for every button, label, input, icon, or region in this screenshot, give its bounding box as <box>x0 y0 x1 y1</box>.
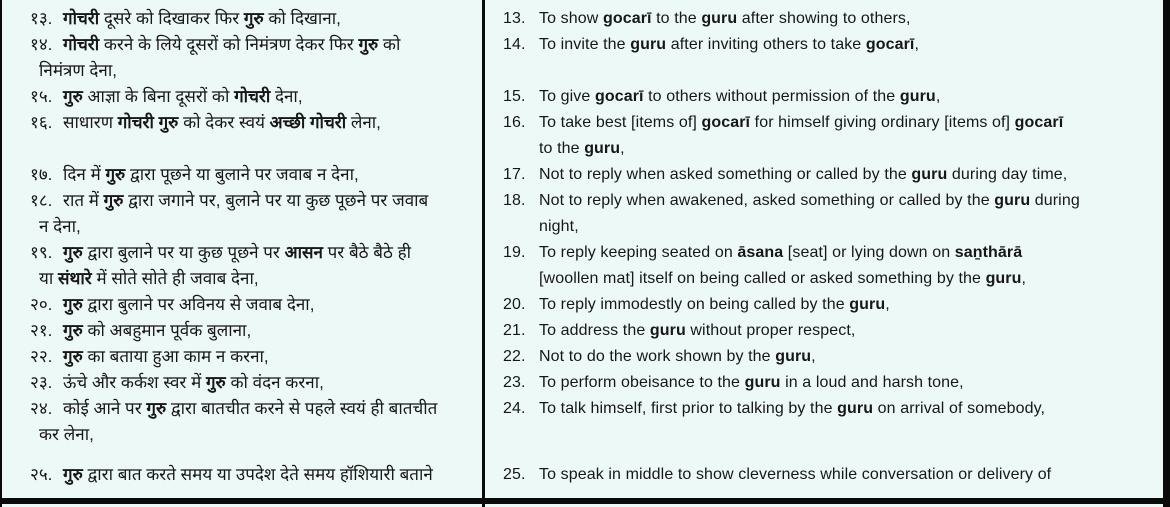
list-item-22-en <box>503 344 1161 370</box>
emphasized-term: gocarī <box>594 88 644 105</box>
list-item-25-en <box>503 462 1161 488</box>
item-number: 18. <box>503 192 526 209</box>
emphasized-term: गुरु <box>103 191 124 210</box>
emphasized-term: गोचरी <box>309 113 347 132</box>
item-first-line <box>30 396 480 422</box>
right-edge-band <box>1163 0 1170 507</box>
english-column <box>503 6 1161 488</box>
item-first-line <box>30 344 480 370</box>
item-first-line <box>503 370 1161 396</box>
item-continuation-line <box>539 214 1161 240</box>
item-text: द्वारा बुलाने पर या कुछ पूछने पर <box>82 243 285 262</box>
item-number: २१. <box>30 321 53 340</box>
item-text: to the <box>651 10 702 27</box>
item-number: १६. <box>30 113 53 132</box>
item-text: आज्ञा के बिना दूसरों को <box>82 87 235 106</box>
item-text: द्वारा पूछने या बुलाने पर जवाब न देना, <box>125 165 359 184</box>
item-first-line <box>30 84 480 110</box>
item-text: , <box>935 88 941 105</box>
item-text: दूसरे को दिखाकर फिर <box>99 9 244 28</box>
item-first-line <box>503 240 1161 266</box>
emphasized-term: गुरु <box>205 373 226 392</box>
item-text: To speak in middle to show cleverness while conversation or delivery of <box>539 466 1052 483</box>
item-text: to the <box>539 140 585 157</box>
item-text: को अबहुमान पूर्वक बुलाना, <box>82 321 252 340</box>
item-text: रात में <box>63 191 104 210</box>
item-continuation-line <box>39 266 480 292</box>
item-text: on arrival of somebody, <box>873 400 1046 417</box>
emphasized-term: guru <box>911 166 948 183</box>
emphasized-term: guru <box>775 348 812 365</box>
item-text: न देना, <box>39 217 81 236</box>
item-number: २५. <box>30 465 53 484</box>
emphasized-term: guru <box>649 322 686 339</box>
list-item-23-en <box>503 370 1161 396</box>
item-text: लेना, <box>346 113 381 132</box>
item-text: Not to reply when asked something or called by the <box>539 166 912 183</box>
emphasized-term: गुरु <box>358 35 379 54</box>
list-item-23-hi <box>30 370 480 396</box>
emphasized-term: guru <box>849 296 886 313</box>
emphasized-term: gocarī <box>602 10 652 27</box>
list-item-24-hi <box>30 396 480 448</box>
item-continuation-line <box>539 136 1161 162</box>
item-text: ऊंचे और कर्कश स्वर में <box>63 373 206 392</box>
item-first-line <box>503 318 1161 344</box>
item-text: को वंदन करना, <box>225 373 324 392</box>
item-text: कर लेना, <box>39 425 94 444</box>
list-item-16-en <box>503 110 1161 162</box>
list-item-21-en <box>503 318 1161 344</box>
emphasized-term: गुरु <box>63 321 83 340</box>
item-continuation-line <box>39 422 480 448</box>
list-item-15-en <box>503 84 1161 110</box>
item-text: को देकर स्वयं <box>178 113 270 132</box>
list-item-13-hi <box>30 6 480 32</box>
emphasized-term: गोचरी <box>63 35 100 54</box>
item-first-line <box>30 370 480 396</box>
emphasized-term: गुरु <box>105 165 126 184</box>
item-text: , <box>914 36 920 53</box>
item-text: To give <box>539 88 595 105</box>
item-text: To talk himself, first prior to talking by the <box>539 400 838 417</box>
list-item-18-hi <box>30 188 480 240</box>
item-number: २०. <box>30 295 53 314</box>
item-first-line <box>30 6 480 32</box>
list-item-18-en <box>503 188 1161 240</box>
emphasized-term: gocarī <box>701 114 751 131</box>
emphasized-term: āsana <box>737 244 784 261</box>
list-item-17-en <box>503 162 1161 188</box>
item-number: 16. <box>503 114 526 131</box>
emphasized-term: गुरु <box>243 9 264 28</box>
emphasized-term: अच्छी <box>269 113 306 132</box>
item-first-line <box>503 6 1161 32</box>
item-text: to others without permission of the <box>643 88 900 105</box>
item-first-line <box>30 318 480 344</box>
item-number: 19. <box>503 244 526 261</box>
item-text: during <box>1030 192 1080 209</box>
item-first-line <box>30 462 480 488</box>
item-text: , <box>885 296 890 313</box>
list-item-22-hi <box>30 344 480 370</box>
item-first-line <box>503 84 1161 110</box>
list-item-24-en <box>503 396 1161 448</box>
item-text: को दिखाना, <box>263 9 341 28</box>
item-text: दिन में <box>63 165 106 184</box>
item-text: To take best [items of] <box>539 114 702 131</box>
item-text: द्वारा बुलाने पर अविनय से जवाब देना, <box>82 295 315 314</box>
item-text: Not to reply when awakened, asked something or called by the <box>539 192 995 209</box>
emphasized-term: गुरु <box>63 243 83 262</box>
item-text: द्वारा जगाने पर, बुलाने पर या कुछ पूछने पर जवाब <box>123 191 429 210</box>
item-first-line <box>503 32 1161 58</box>
list-item-14-en <box>503 32 1161 84</box>
item-first-line <box>503 292 1161 318</box>
item-number: २४. <box>30 399 53 418</box>
item-text: निमंत्रण देना, <box>39 61 117 80</box>
item-first-line <box>30 240 480 266</box>
list-item-17-hi <box>30 162 480 188</box>
emphasized-term: आसन <box>284 243 323 262</box>
item-text: To perform obeisance to the <box>539 374 745 391</box>
item-number: १९. <box>30 243 53 262</box>
item-first-line <box>30 32 480 58</box>
item-text: in a loud and harsh tone, <box>780 374 964 391</box>
item-number: 21. <box>503 322 526 339</box>
item-text: द्वारा बात करते समय या उपदेश देते समय हॉशियारी बताने <box>82 465 433 484</box>
emphasized-term: गुरु <box>63 465 83 484</box>
left-edge-line <box>0 0 2 507</box>
item-text: को <box>378 35 401 54</box>
item-first-line <box>30 162 480 188</box>
emphasized-term: गोचरी <box>63 9 100 28</box>
item-text: करने के लिये दूसरों को निमंत्रण देकर फिर <box>99 35 359 54</box>
item-number: 15. <box>503 88 526 105</box>
item-first-line <box>30 110 480 136</box>
item-number: 22. <box>503 348 526 365</box>
emphasized-term: guru <box>994 192 1031 209</box>
item-text: का बताया हुआ काम न करना, <box>82 347 269 366</box>
list-item-19-en <box>503 240 1161 292</box>
item-text: To show <box>539 10 603 27</box>
item-number: १७. <box>30 165 53 184</box>
item-first-line <box>503 344 1161 370</box>
list-item-13-en <box>503 6 1161 32</box>
item-continuation-line <box>39 214 480 240</box>
emphasized-term: संथारे <box>58 269 92 288</box>
item-number: 13. <box>503 10 526 27</box>
emphasized-term: saṉthārā <box>954 244 1023 261</box>
emphasized-term: guru <box>899 88 936 105</box>
emphasized-term: guru <box>584 140 621 157</box>
hindi-column <box>30 6 480 488</box>
item-number: 14. <box>503 36 526 53</box>
item-first-line <box>503 110 1161 136</box>
item-first-line <box>503 162 1161 188</box>
item-text: after inviting others to take <box>666 36 866 53</box>
emphasized-term: gocarī <box>865 36 915 53</box>
list-item-14-hi <box>30 32 480 84</box>
item-text: , <box>811 348 816 365</box>
list-item-16-hi <box>30 110 480 162</box>
item-first-line <box>503 396 1161 422</box>
emphasized-term: gocarī <box>1014 114 1064 131</box>
item-text: for himself giving ordinary [items of] <box>750 114 1015 131</box>
item-number: २३. <box>30 373 53 392</box>
item-number: १४. <box>30 35 53 54</box>
item-text: night, <box>539 218 579 235</box>
list-item-20-en <box>503 292 1161 318</box>
emphasized-term: guru <box>744 374 781 391</box>
item-text: To reply immodestly on being called by the <box>539 296 850 313</box>
item-continuation-line <box>539 266 1161 292</box>
item-text: , <box>1021 270 1027 287</box>
item-number: 23. <box>503 374 526 391</box>
item-first-line <box>30 188 480 214</box>
item-first-line <box>503 462 1161 488</box>
item-text: Not to do the work shown by the <box>539 348 776 365</box>
emphasized-term: guru <box>630 36 667 53</box>
item-number: २२. <box>30 347 53 366</box>
item-number: 24. <box>503 400 526 417</box>
item-text: द्वारा बातचीत करने से पहले स्वयं ही बातचीत <box>166 399 438 418</box>
item-text: To reply keeping seated on <box>539 244 738 261</box>
item-text: after showing to others, <box>737 10 911 27</box>
list-item-21-hi <box>30 318 480 344</box>
item-text: To address the <box>539 322 650 339</box>
item-number: १५. <box>30 87 53 106</box>
emphasized-term: guru <box>985 270 1022 287</box>
emphasized-term: गुरु <box>158 113 179 132</box>
item-text: during day time, <box>947 166 1068 183</box>
item-number: 20. <box>503 296 526 313</box>
item-text: कोई आने पर <box>63 399 147 418</box>
item-number: 25. <box>503 466 526 483</box>
column-divider <box>482 0 485 507</box>
bottom-rule <box>0 498 1170 504</box>
item-text: पर बैठे बैठे ही <box>322 243 412 262</box>
emphasized-term: गुरु <box>63 295 83 314</box>
item-text: में सोते सोते ही जवाब देना, <box>91 269 259 288</box>
item-number: १३. <box>30 9 53 28</box>
item-number: 17. <box>503 166 526 183</box>
item-text: [woollen mat] itself on being called or asked something by the <box>539 270 986 287</box>
list-item-15-hi <box>30 84 480 110</box>
item-text: [seat] or lying down on <box>783 244 955 261</box>
emphasized-term: गोचरी <box>234 87 271 106</box>
item-first-line <box>503 188 1161 214</box>
item-text: , <box>620 140 625 157</box>
item-text: या <box>39 269 58 288</box>
item-text: To invite the <box>539 36 631 53</box>
emphasized-term: गोचरी <box>117 113 154 132</box>
list-item-20-hi <box>30 292 480 318</box>
emphasized-term: गुरु <box>146 399 167 418</box>
emphasized-term: guru <box>701 10 738 27</box>
item-text: देना, <box>270 87 303 106</box>
item-first-line <box>30 292 480 318</box>
item-text: without proper respect, <box>685 322 856 339</box>
list-item-25-hi <box>30 462 480 488</box>
item-continuation-line <box>39 58 480 84</box>
emphasized-term: guru <box>837 400 874 417</box>
item-text: साधारण <box>63 113 118 132</box>
item-number: १८. <box>30 191 53 210</box>
emphasized-term: गुरु <box>63 347 83 366</box>
emphasized-term: गुरु <box>63 87 83 106</box>
list-item-19-hi <box>30 240 480 292</box>
